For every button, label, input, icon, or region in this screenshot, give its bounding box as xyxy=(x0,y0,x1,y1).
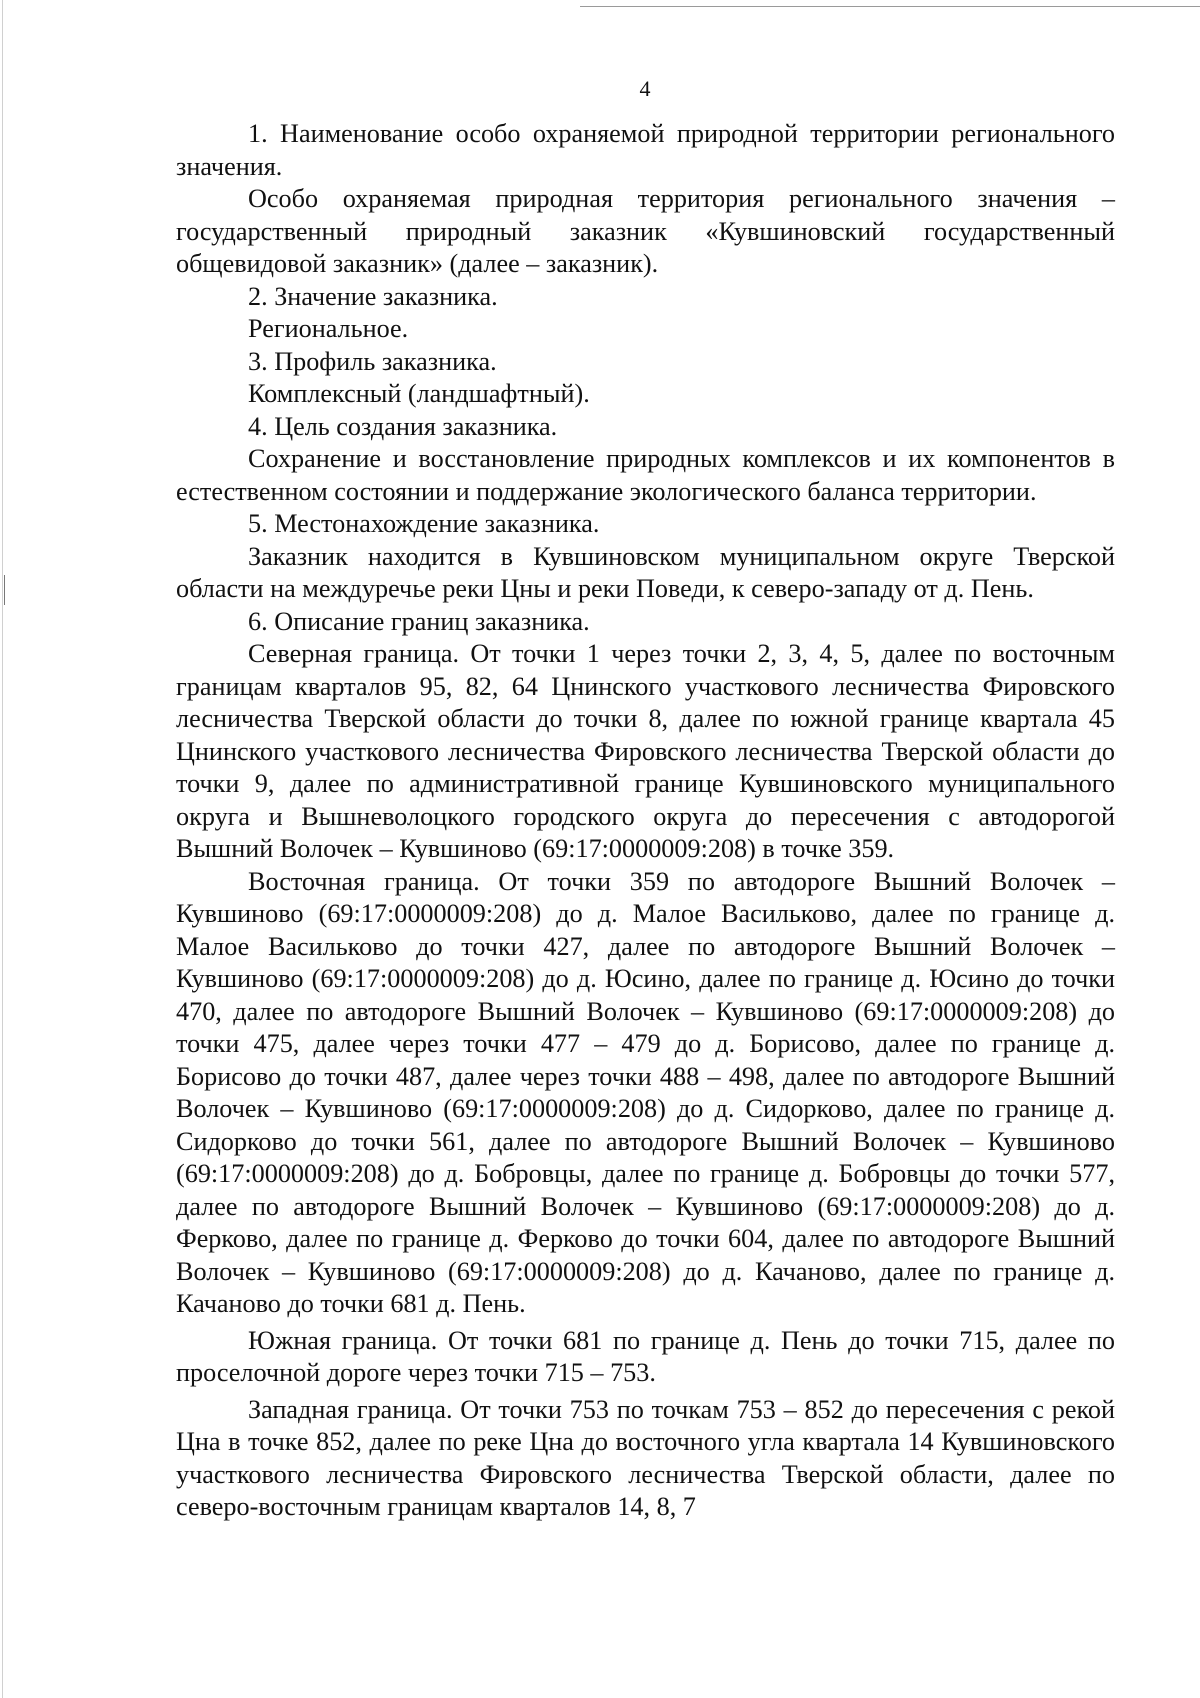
scan-edge-left xyxy=(2,0,3,1698)
paragraph-6: Комплексный (ландшафтный). xyxy=(248,379,590,408)
scan-mark xyxy=(4,575,5,605)
paragraph-11: 6. Описание границ заказника. xyxy=(248,606,590,636)
paragraph-8: Сохранение и восстановление природных комплексов и их компонентов в естественном состоянии и поддержание экологического баланса территории. xyxy=(176,444,1115,506)
paragraph-13: Восточная граница. От точки 359 по автодороге Вышний Волочек – Кувшиново (69:17:0000009:208) до д. Малое Васильково, далее по границе д. Малое Васильково до точки 427, далее по автодороге Вышний Волочек – Кувшиново (69:17:0000009:208) до д. Юсино, далее по границе д. Юсино до точки 470, далее по автодороге Вышний Волочек – Кувшиново (69:17:0000009:208) до точки 475, далее через точки 477 – 479 до д. Борисово, далее по границе д. Борисово до точки 487, далее через точки 488 – 498, далее по автодороге Вышний Волочек – Кувшиново (69:17:0000009:208) до д. Сидорково, далее по границе д. Сидорково до точки 561, далее по автодороге Вышний Волочек – Кувшиново (69:17:0000009:208) до д. Бобровцы, далее по границе д. Бобровцы до точки 577, далее по автодороге Вышний Волочек – Кувшиново (69:17:0000009:208) до д. Ферково, далее по границе д. Ферково до точки 604, далее по автодороге Вышний Волочек – Кувшиново (69:17:0000009:208) до д. Качаново, далее по границе д. Качаново до точки 681 д. Пень. xyxy=(176,866,1115,1318)
paragraph-7: 4. Цель создания заказника. xyxy=(248,411,558,441)
page-number: 4 xyxy=(639,76,651,101)
paragraph-4: Региональное. xyxy=(248,314,409,343)
paragraph-14: Южная граница. От точки 681 по границе д. Пень до точки 715, далее по проселочной дороге через точки 715 – 753. xyxy=(176,1325,1115,1387)
document-body xyxy=(176,118,1115,1524)
paragraph-1: 1. Наименование особо охраняемой природной территории регионального значения. xyxy=(176,119,1115,181)
paragraph-12: Северная граница. От точки 1 через точки 2, 3, 4, 5, далее по восточным границам кварталов 95, 82, 64 Цнинского участкового лесничества Фировского лесничества Тверской области до точки 8, далее по южной границе квартала 45 Цнинского участкового лесничества Фировского лесничества Тверской области до точки 9, далее по административной границе Кувшиновского муниципального округа и Вышневолоцкого городского округа до пересечения с автодорогой Вышний Волочек – Кувшиново (69:17:0000009:208) в точке 359. xyxy=(176,639,1115,863)
paragraph-2: Особо охраняемая природная территория регионального значения – государственный природный заказник «Кувшиновский государственный общевидовой заказник» (далее – заказник). xyxy=(176,184,1115,278)
paragraph-15: Западная граница. От точки 753 по точкам 753 – 852 до пересечения с рекой Цна в точке 852, далее по реке Цна до восточного угла квартала 14 Кувшиновского участкового лесничества Фировского лесничества Тверской области, далее по северо-восточным границам кварталов 14, 8, 7 xyxy=(176,1394,1115,1521)
paragraph-5: 3. Профиль заказника. xyxy=(248,346,497,376)
scan-edge-top xyxy=(580,6,1200,7)
paragraph-9: 5. Местонахождение заказника. xyxy=(248,509,600,538)
paragraph-10: Заказник находится в Кувшиновском муниципальном округе Тверской области на междуречье реки Цны и реки Поведи, к северо-западу от д. Пень. xyxy=(176,541,1115,603)
paragraph-3: 2. Значение заказника. xyxy=(248,281,498,311)
